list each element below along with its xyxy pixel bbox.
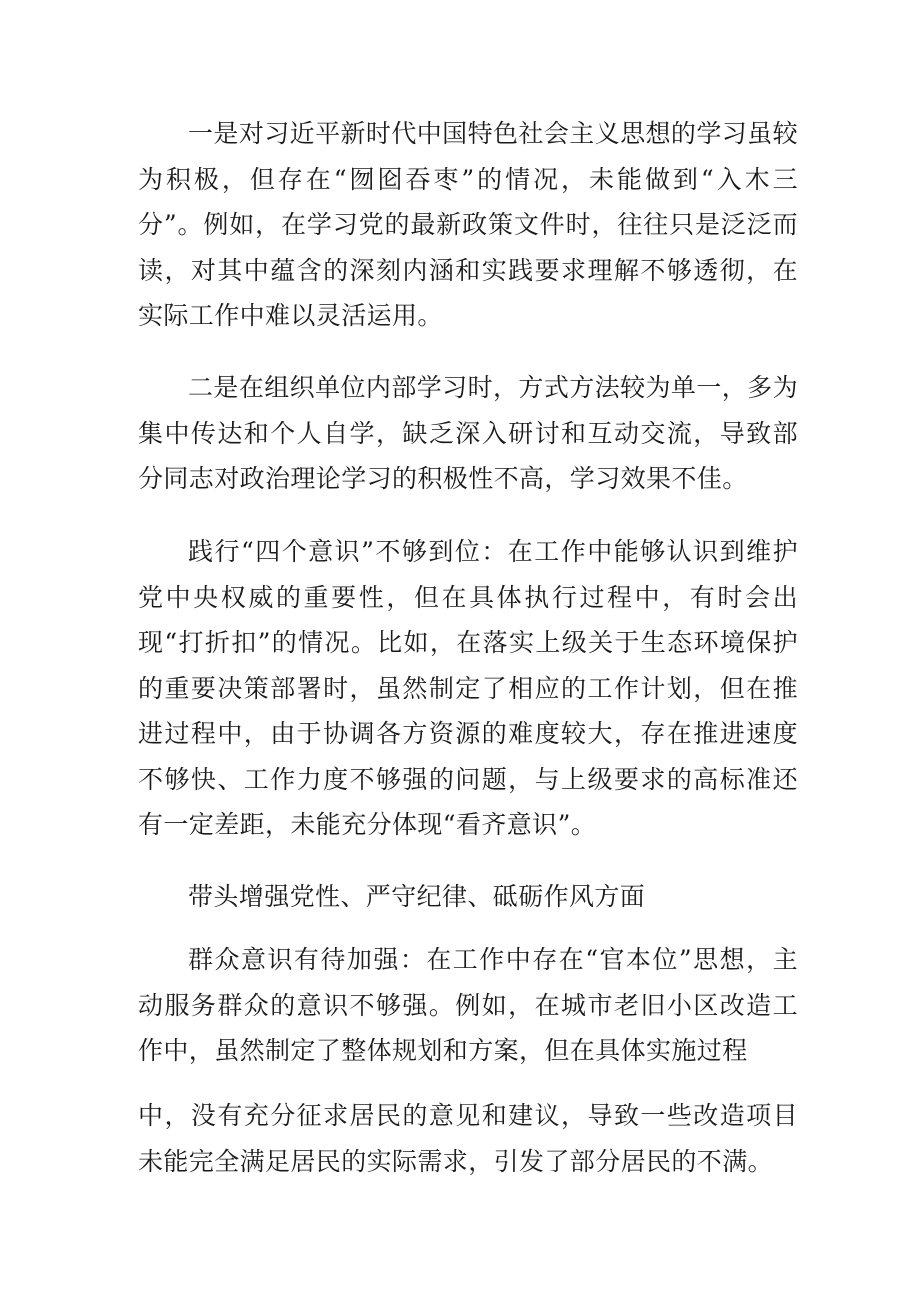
paragraph-study-methods: 二是在组织单位内部学习时，方式方法较为单一，多为集中传达和个人自学，缺乏深入研讨和互动交流，导致部分同志对政治理论学习的积极性不高，学习效果不佳。 bbox=[138, 373, 798, 493]
paragraph-mass-awareness-continued: 中，没有充分征求居民的意见和建议，导致一些改造项目未能完全满足居民的实际需求，引发了部分居民的不满。 bbox=[138, 1101, 798, 1176]
document-page bbox=[138, 0, 798, 1301]
paragraph-study-theory: 一是对习近平新时代中国特色社会主义思想的学习虽较为积极，但存在“囫囵吞枣”的情况，未能做到“入木三分”。例如，在学习党的最新政策文件时，往往只是泛泛而读，对其中蕴含的深刻内涵和实践要求理解不够透彻，在实际工作中难以灵活运用。 bbox=[138, 119, 798, 330]
paragraph-mass-awareness: 群众意识有待加强：在工作中存在“官本位”思想，主动服务群众的意识不够强。例如，在城市老旧小区改造工作中，虽然制定了整体规划和方案，但在具体实施过程 bbox=[138, 945, 798, 1065]
paragraph-four-consciousness: 践行“四个意识”不够到位：在工作中能够认识到维护党中央权威的重要性，但在具体执行过程中，有时会出现“打折扣”的情况。比如，在落实上级关于生态环境保护的重要决策部署时，虽然制定了相应的工作计划，但在推进过程中，由于协调各方资源的难度较大，存在推进速度不够快、工作力度不够强的问题，与上级要求的高标准还有一定差距，未能充分体现“看齐意识”。 bbox=[138, 537, 798, 839]
section-heading-party-spirit: 带头增强党性、严守纪律、砥砺作风方面 bbox=[188, 882, 646, 911]
